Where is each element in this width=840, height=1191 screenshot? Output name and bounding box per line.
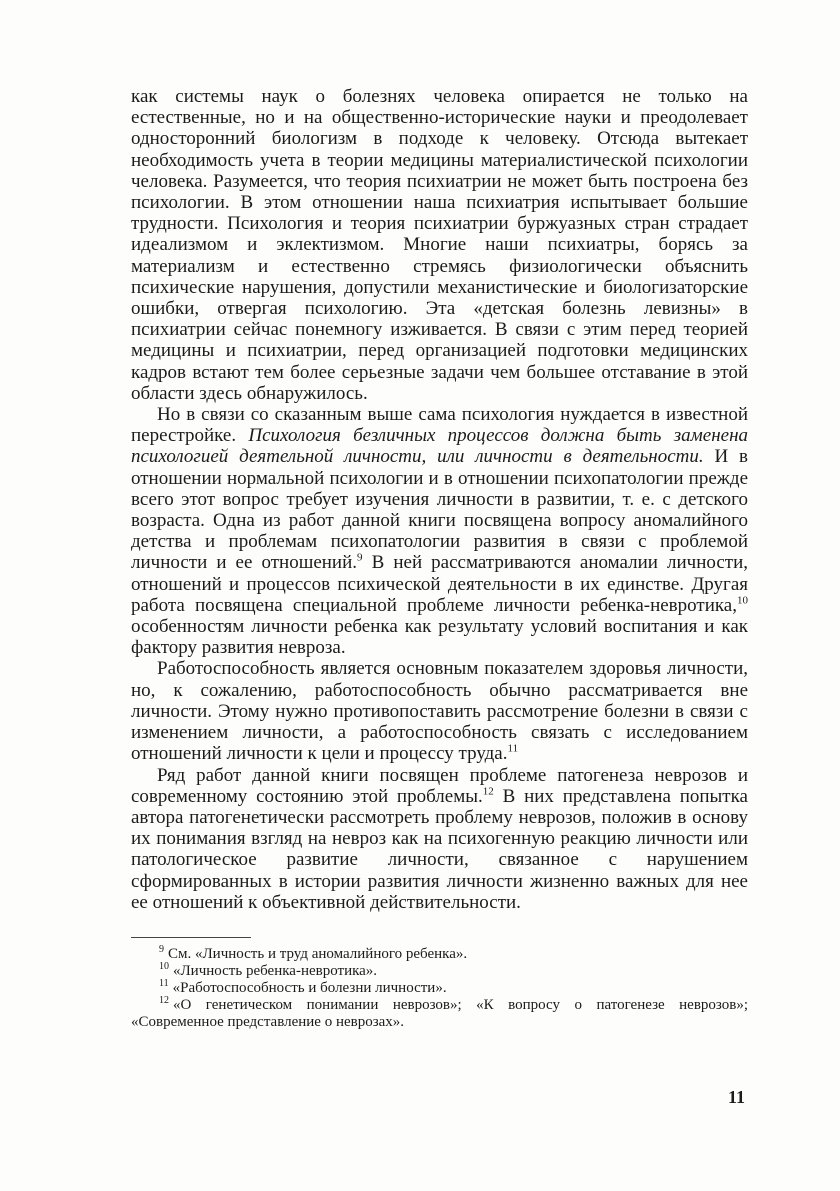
- footnote-text: «Личность ребенка-невротика».: [173, 962, 378, 979]
- footnote-text: См. «Личность и труд аномалийного ребенка».: [168, 945, 468, 962]
- paragraph-2-italic: Психология безличных процессов должна быть заменена психологией деятельной личности, или личности в деятельности.: [131, 425, 748, 468]
- paragraph-2: [131, 404, 748, 658]
- footnote-mark: 9: [159, 943, 164, 955]
- footnote-mark: 12: [159, 994, 169, 1006]
- footnote-mark: 11: [159, 977, 169, 989]
- footnote-12: [131, 994, 748, 1031]
- page-number: 11: [728, 1087, 746, 1107]
- footnote-ref-10[interactable]: 10: [737, 594, 748, 607]
- footnotes: [131, 943, 748, 1031]
- footnote-ref-11[interactable]: 11: [507, 742, 519, 755]
- footnote-text: «Работоспособность и болезни личности».: [172, 979, 447, 996]
- footnote-10: [131, 960, 748, 980]
- paragraph-2-end: особенностям личности ребенка как результату условий воспитания и как фактору развития невроза.: [131, 616, 748, 659]
- footnote-9: [131, 943, 748, 963]
- footnote-mark: 10: [159, 960, 169, 972]
- page-body: [131, 86, 748, 1031]
- paragraph-2-mid: И в отношении нормальной психологии и в отношении психопатологии прежде всего этот вопрос требует изучения личности в развитии, т. е. с детского возраста. Одна из работ данной книги посвящена вопросу аномалийного детства и проблемам психопатологии развития в связи с проблемой личности и ее отношений.: [131, 446, 748, 574]
- paragraph-4: [131, 765, 748, 913]
- footnote-11: [131, 977, 748, 997]
- footnote-ref-9[interactable]: 9: [357, 552, 363, 565]
- paragraph-2-start: Но в связи со сказанным выше сама психология нуждается в известной перестройке.: [131, 404, 748, 447]
- paragraph-4-start: Ряд работ данной книги посвящен проблеме патогенеза неврозов и современному состоянию этой проблемы.: [131, 764, 748, 807]
- footnote-ref-12[interactable]: 12: [482, 785, 494, 798]
- footnote-text: «О генетическом понимании неврозов»; «К вопросу о патогенезе неврозов»; «Современное представление о неврозах».: [131, 996, 748, 1030]
- footnote-divider: [131, 937, 251, 938]
- paragraph-3: [131, 658, 748, 764]
- paragraph-1: [131, 86, 748, 404]
- paragraph-1-text: как системы наук о болезнях человека опирается не только на естественные, но и на общественно-исторические науки и преодолевает односторонний биологизм в подходе к человеку. Отсюда вытекает необходимость учета в теории медицины материалистической психологии человека. Разумеется, что теория психиатрии не может быть построена без психологии. В этом отношении наша психиатрия испытывает большие трудности. Психология и теория психиатрии буржуазных стран страдает идеализмом и эклектизмом. Многие наши психиатры, борясь за материализм и естественно стремясь физиологически объяснить психические нарушения, допустили механистические и биологизаторские ошибки, отвергая психологию. Эта «детская болезнь левизны» в психиатрии сейчас понемногу изживается. В связи с этим перед теорией медицины и психиатрии, перед организацией подготовки медицинских кадров встают тем более серьезные задачи чем большее отставание в этой области здесь обнаружилось.: [131, 86, 748, 404]
- paragraph-4-end: В них представлена попытка автора патогенетически рассмотреть проблему неврозов, положив в основу их понимания взгляд на невроз как на психогенную реакцию личности или патологическое развитие личности, связанное с нарушением сформированных в истории развития личности жизненно важных для нее ее отношений к объективной действительности.: [131, 785, 748, 913]
- paragraph-2-mid2: В ней рассматриваются аномалии личности, отношений и процессов психической деятельности в их единстве. Другая работа посвящена специальной проблеме личности ребенка-невротика,: [131, 552, 748, 616]
- paragraph-3-text: Работоспособность является основным показателем здоровья личности, но, к сожалению, работоспособность обычно рассматривается вне личности. Этому нужно противопоставить рассмотрение болезни в связи с изменением личности, а работоспособность связать с исследованием отношений личности к цели и процессу труда.: [131, 658, 748, 765]
